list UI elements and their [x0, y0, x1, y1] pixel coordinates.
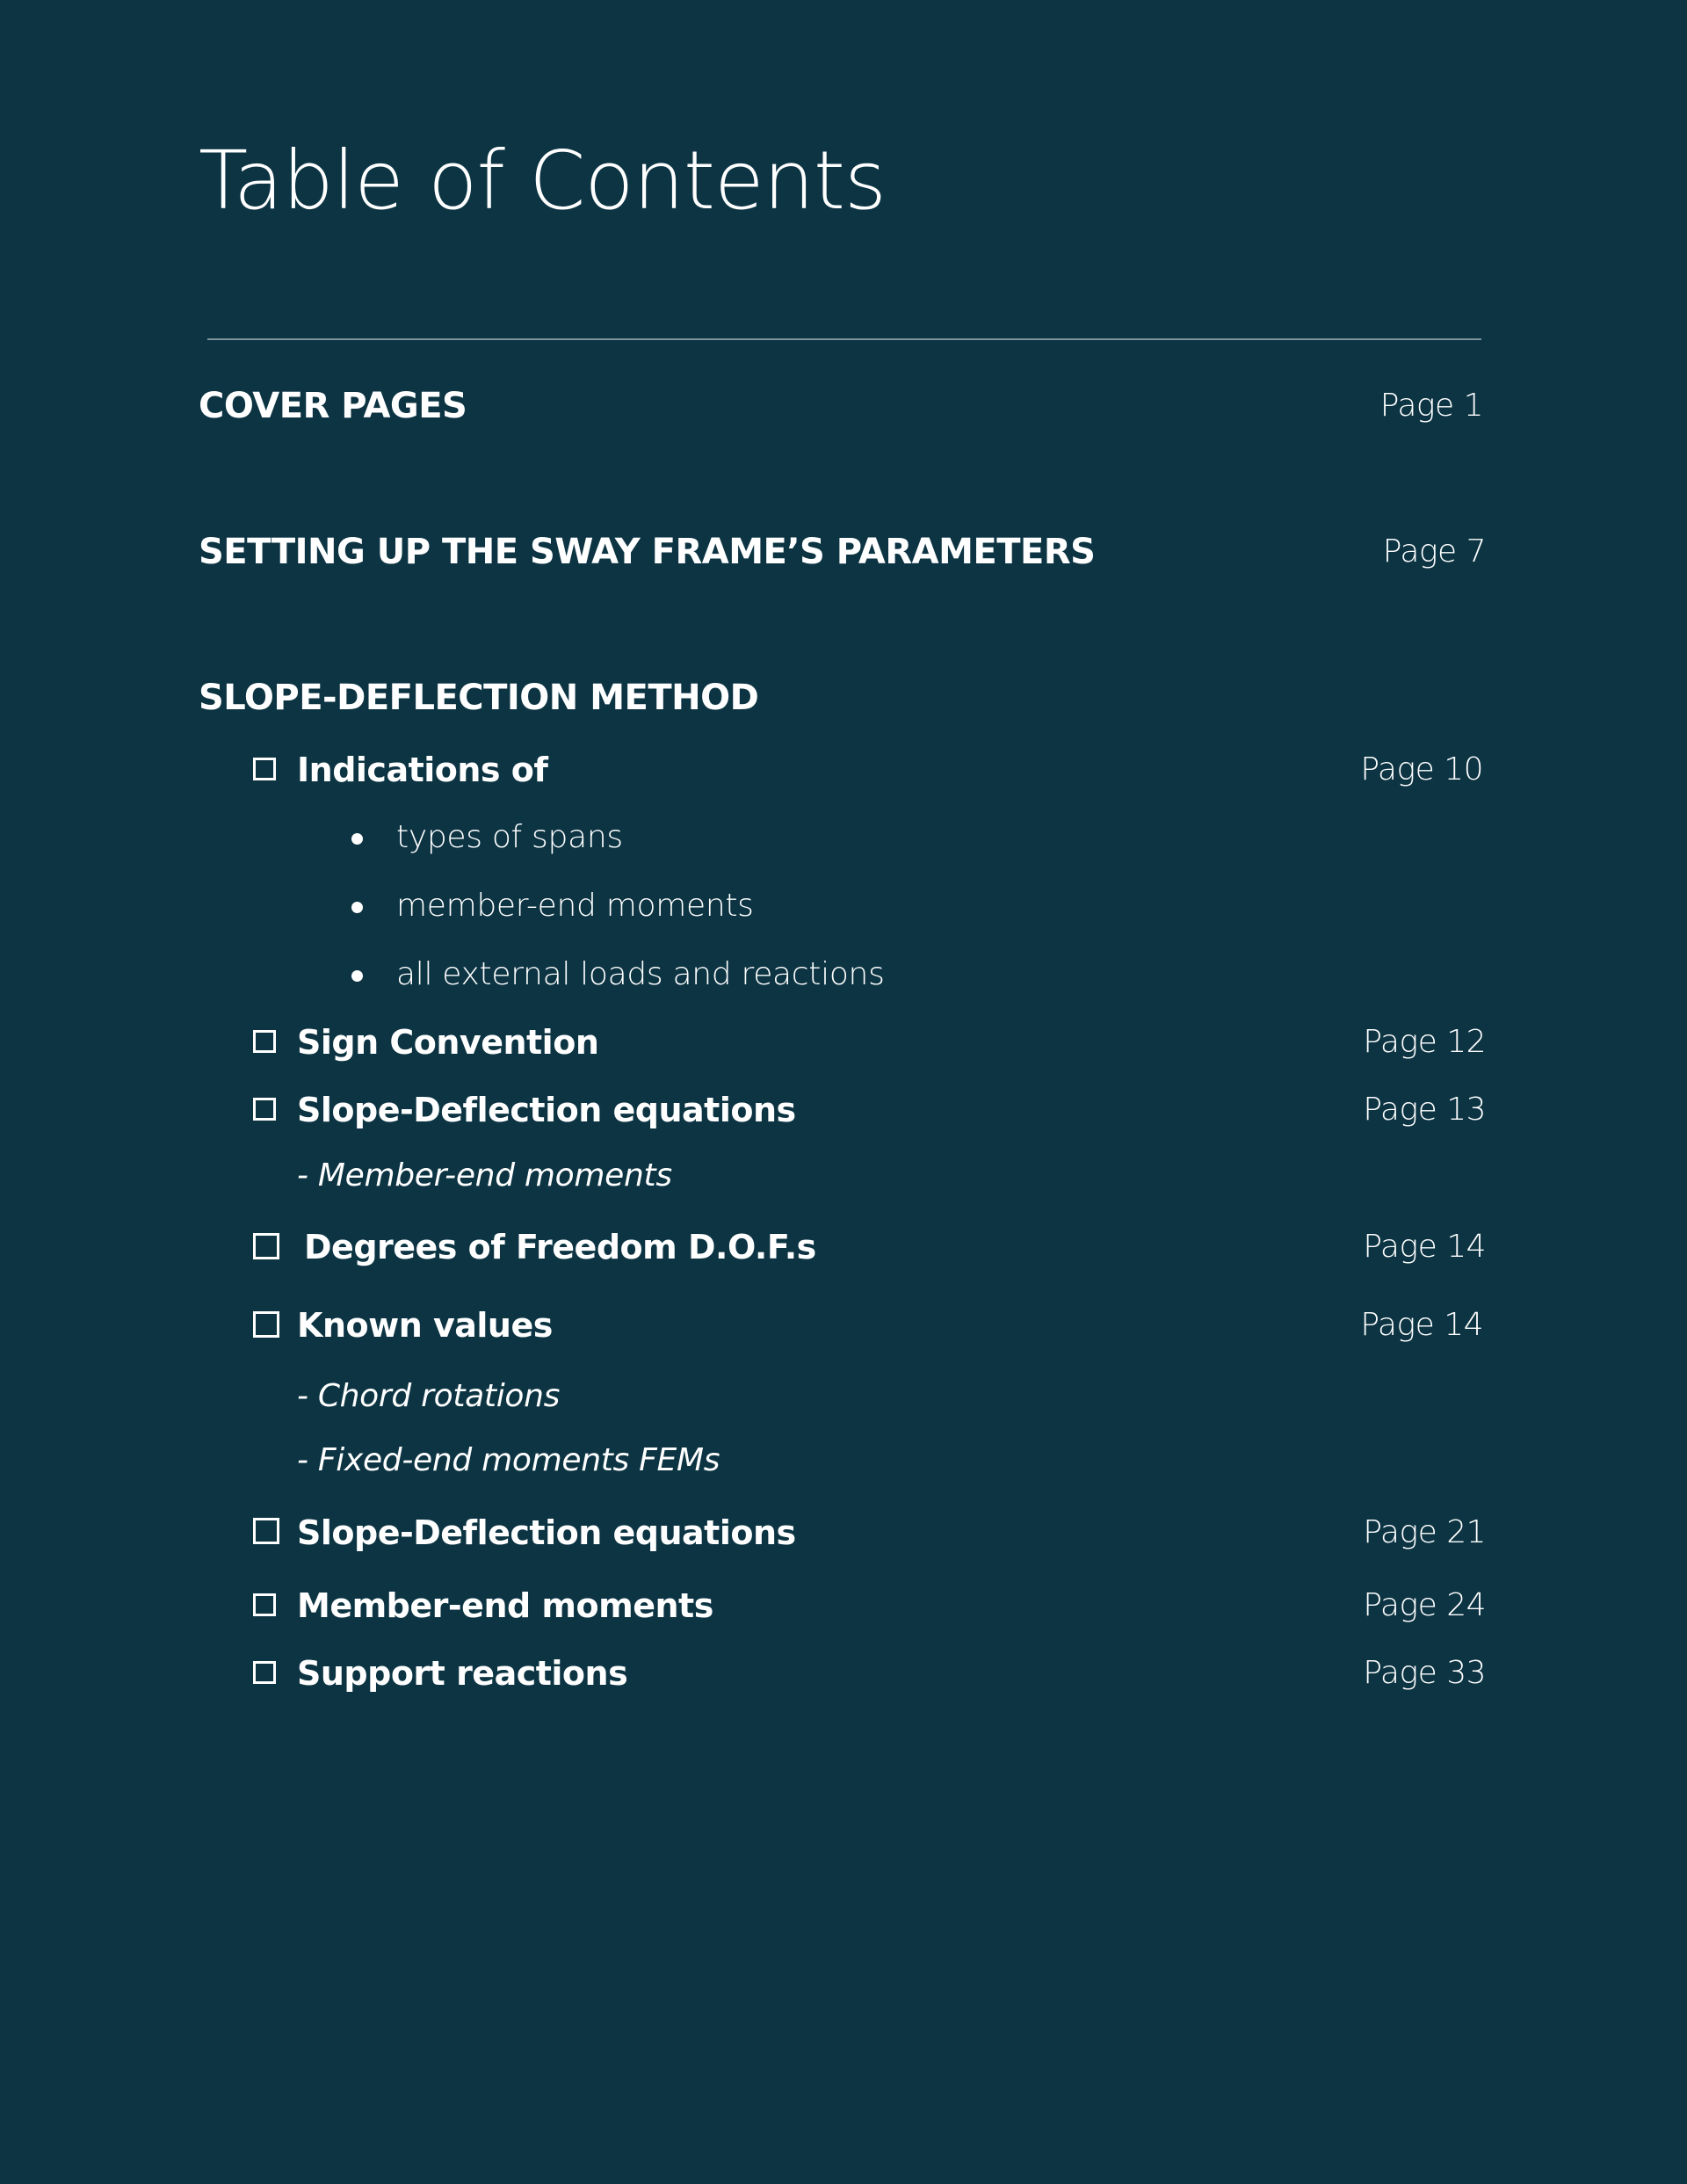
toc-entry-cover[interactable]	[0, 380, 1687, 432]
toc-bullet-loads	[0, 948, 1687, 1001]
toc-page-number: Page 12	[1363, 1024, 1486, 1060]
checkbox-icon	[253, 1311, 279, 1338]
title-divider	[207, 338, 1481, 340]
toc-entry-label: Member-end moments	[297, 1586, 713, 1625]
toc-entry-setup[interactable]	[0, 526, 1687, 578]
toc-entry-known-values[interactable]	[0, 1299, 1687, 1352]
toc-page-number: Page 1	[1379, 388, 1483, 424]
toc-page-number: Page 13	[1363, 1092, 1486, 1128]
toc-entry-support-reactions[interactable]	[0, 1647, 1687, 1700]
toc-page-number: Page 14	[1363, 1229, 1486, 1265]
checkbox-icon	[253, 1518, 279, 1544]
checkbox-icon	[253, 1030, 276, 1053]
toc-entry-sd-equations-2[interactable]	[0, 1506, 1687, 1559]
toc-note-member-end	[0, 1150, 1687, 1202]
toc-page-number: Page 24	[1363, 1587, 1486, 1623]
toc-entry-label: COVER PAGES	[199, 386, 467, 426]
toc-entry-sd-equations-1[interactable]	[0, 1084, 1687, 1136]
toc-entry-label: Slope-Deflection equations	[297, 1091, 796, 1129]
toc-note-chord	[0, 1370, 1687, 1423]
toc-entry-label: Slope-Deflection equations	[297, 1513, 796, 1552]
toc-entry-label: SLOPE-DEFLECTION METHOD	[199, 678, 759, 718]
toc-entry-label: SETTING UP THE SWAY FRAME’S PARAMETERS	[199, 532, 1096, 572]
toc-note-label: - Fixed-end moments FEMs	[297, 1442, 720, 1478]
bullet-icon	[351, 833, 363, 845]
toc-entry-sign-convention[interactable]	[0, 1016, 1687, 1069]
toc-entry-dof[interactable]	[0, 1221, 1687, 1273]
toc-bullet-moments	[0, 880, 1687, 932]
page-title: Table of Contents	[199, 134, 886, 228]
toc-page-number: Page 10	[1360, 751, 1483, 787]
checkbox-icon	[253, 1593, 276, 1616]
checkbox-icon	[253, 1661, 276, 1684]
checkbox-icon	[253, 1098, 276, 1121]
toc-page-number: Page 7	[1382, 533, 1486, 570]
bullet-icon	[351, 970, 363, 982]
toc-entry-label: Support reactions	[297, 1654, 628, 1693]
toc-entry-label: Known values	[297, 1306, 553, 1345]
toc-entry-method[interactable]	[0, 671, 1687, 724]
bullet-icon	[351, 902, 363, 913]
toc-entry-label: Degrees of Freedom D.O.F.s	[304, 1228, 816, 1266]
toc-note-label: - Chord rotations	[297, 1378, 561, 1414]
toc-page-number: Page 14	[1360, 1307, 1483, 1343]
checkbox-icon	[253, 758, 276, 780]
toc-note-fem	[0, 1434, 1687, 1487]
toc-entry-label: Sign Convention	[297, 1023, 599, 1062]
toc-page-number: Page 21	[1363, 1514, 1486, 1550]
toc-entry-label: Indications of	[297, 751, 548, 789]
toc-page-number: Page 33	[1363, 1655, 1486, 1691]
toc-bullet-label: all external loads and reactions	[396, 956, 885, 992]
toc-entry-member-end-moments[interactable]	[0, 1579, 1687, 1632]
toc-bullet-label: member-end moments	[396, 888, 754, 924]
toc-bullet-spans	[0, 811, 1687, 864]
toc-note-label: - Member-end moments	[297, 1157, 672, 1194]
toc-entry-indications[interactable]	[0, 744, 1687, 796]
checkbox-icon	[253, 1233, 279, 1259]
toc-bullet-label: types of spans	[396, 819, 623, 855]
